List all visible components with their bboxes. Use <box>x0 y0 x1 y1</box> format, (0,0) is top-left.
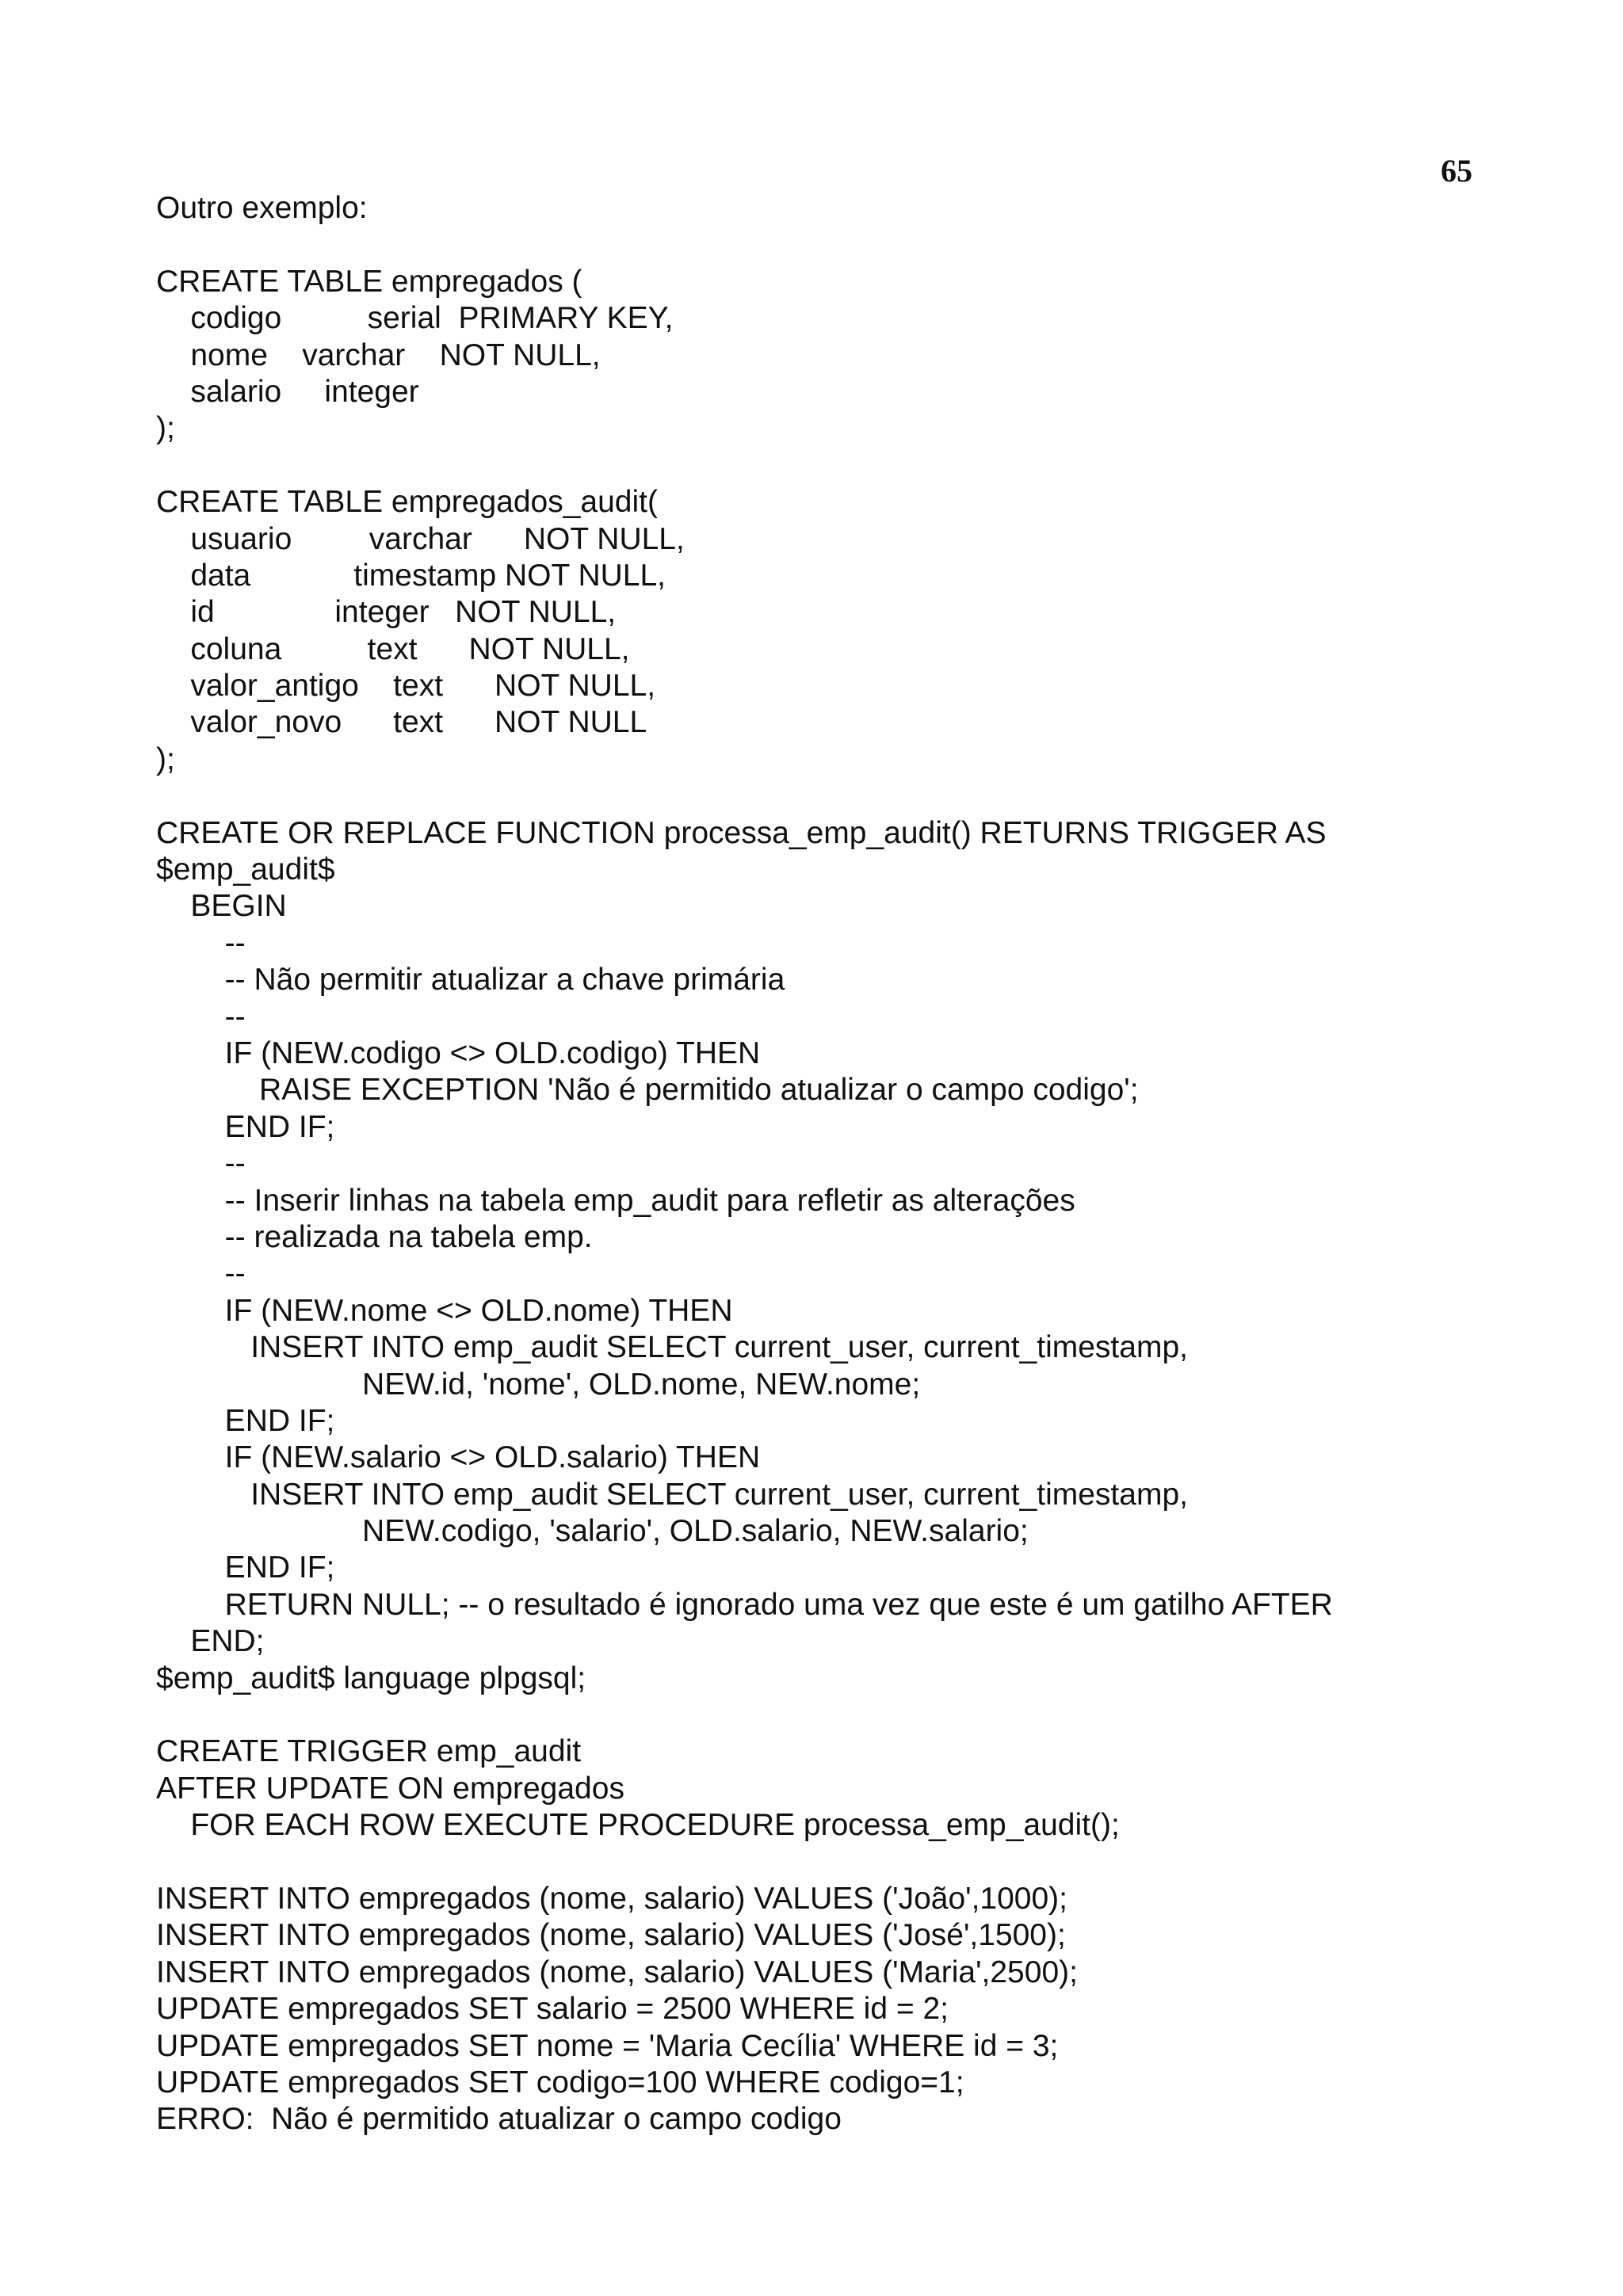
code-line: UPDATE empregados SET nome = 'Maria Cecília' WHERE id = 3; <box>156 2028 1059 2063</box>
code-line: -- <box>156 1257 246 1291</box>
page-number: 65 <box>1441 153 1472 189</box>
code-line: -- Não permitir atualizar a chave primária <box>156 963 785 997</box>
code-line: valor_novo text NOT NULL <box>156 705 647 740</box>
blank-line <box>156 1844 1583 1881</box>
code-line: CREATE TABLE empregados_audit( <box>156 485 658 520</box>
code-line: IF (NEW.salario <> OLD.salario) THEN <box>156 1440 761 1475</box>
code-line: salario integer <box>156 374 419 409</box>
code-line: $emp_audit$ language plpgsql; <box>156 1661 586 1695</box>
code-line: -- <box>156 999 246 1034</box>
code-line: IF (NEW.codigo <> OLD.codigo) THEN <box>156 1035 761 1070</box>
code-line: coluna text NOT NULL, <box>156 631 630 666</box>
code-line: -- <box>156 925 246 960</box>
code-line: valor_antigo text NOT NULL, <box>156 669 656 704</box>
blank-line <box>156 1697 1583 1733</box>
code-line: END IF; <box>156 1550 335 1585</box>
code-line: data timestamp NOT NULL, <box>156 558 666 593</box>
code-line: ERRO: Não é permitido atualizar o campo codigo <box>156 2102 842 2137</box>
code-line: -- realizada na tabela emp. <box>156 1219 593 1254</box>
code-line: INSERT INTO empregados (nome, salario) VALUES ('João',1000); <box>156 1881 1068 1916</box>
code-line: NEW.codigo, 'salario', OLD.salario, NEW.salario; <box>156 1514 1029 1549</box>
code-line: UPDATE empregados SET codigo=100 WHERE codigo=1; <box>156 2065 964 2100</box>
blank-line <box>156 227 1583 263</box>
code-listing <box>156 190 1583 2138</box>
code-line: RAISE EXCEPTION 'Não é permitido atualizar o campo codigo'; <box>156 1073 1139 1108</box>
code-line: CREATE OR REPLACE FUNCTION processa_emp_audit() RETURNS TRIGGER AS <box>156 815 1327 850</box>
code-line: UPDATE empregados SET salario = 2500 WHERE id = 2; <box>156 1992 949 2027</box>
code-line: BEGIN <box>156 889 287 924</box>
code-line: Outro exemplo: <box>156 191 368 225</box>
code-line: NEW.id, 'nome', OLD.nome, NEW.nome; <box>156 1367 921 1402</box>
code-line: ); <box>156 411 175 446</box>
code-line: END IF; <box>156 1109 335 1144</box>
code-line: ); <box>156 742 175 776</box>
code-line: codigo serial PRIMARY KEY, <box>156 301 674 336</box>
code-line: END IF; <box>156 1403 335 1438</box>
code-line: IF (NEW.nome <> OLD.nome) THEN <box>156 1293 733 1328</box>
blank-line <box>156 778 1583 814</box>
code-line: id integer NOT NULL, <box>156 595 617 630</box>
blank-line <box>156 448 1583 484</box>
code-line: END; <box>156 1624 265 1659</box>
code-line: INSERT INTO emp_audit SELECT current_user, current_timestamp, <box>156 1330 1188 1365</box>
code-line: AFTER UPDATE ON empregados <box>156 1771 624 1806</box>
code-line: FOR EACH ROW EXECUTE PROCEDURE processa_emp_audit(); <box>156 1808 1120 1843</box>
code-line: -- Inserir linhas na tabela emp_audit para refletir as alterações <box>156 1183 1075 1218</box>
code-line: -- <box>156 1146 246 1181</box>
code-line: RETURN NULL; -- o resultado é ignorado uma vez que este é um gatilho AFTER <box>156 1587 1333 1622</box>
code-line: usuario varchar NOT NULL, <box>156 521 685 556</box>
code-line: INSERT INTO emp_audit SELECT current_user, current_timestamp, <box>156 1477 1188 1512</box>
code-line: CREATE TRIGGER emp_audit <box>156 1734 582 1769</box>
code-line: nome varchar NOT NULL, <box>156 338 601 372</box>
code-line: INSERT INTO empregados (nome, salario) VALUES ('Maria',2500); <box>156 1955 1078 1989</box>
code-line: INSERT INTO empregados (nome, salario) VALUES ('José',1500); <box>156 1918 1066 1953</box>
code-line: CREATE TABLE empregados ( <box>156 264 582 299</box>
code-line: $emp_audit$ <box>156 852 335 887</box>
